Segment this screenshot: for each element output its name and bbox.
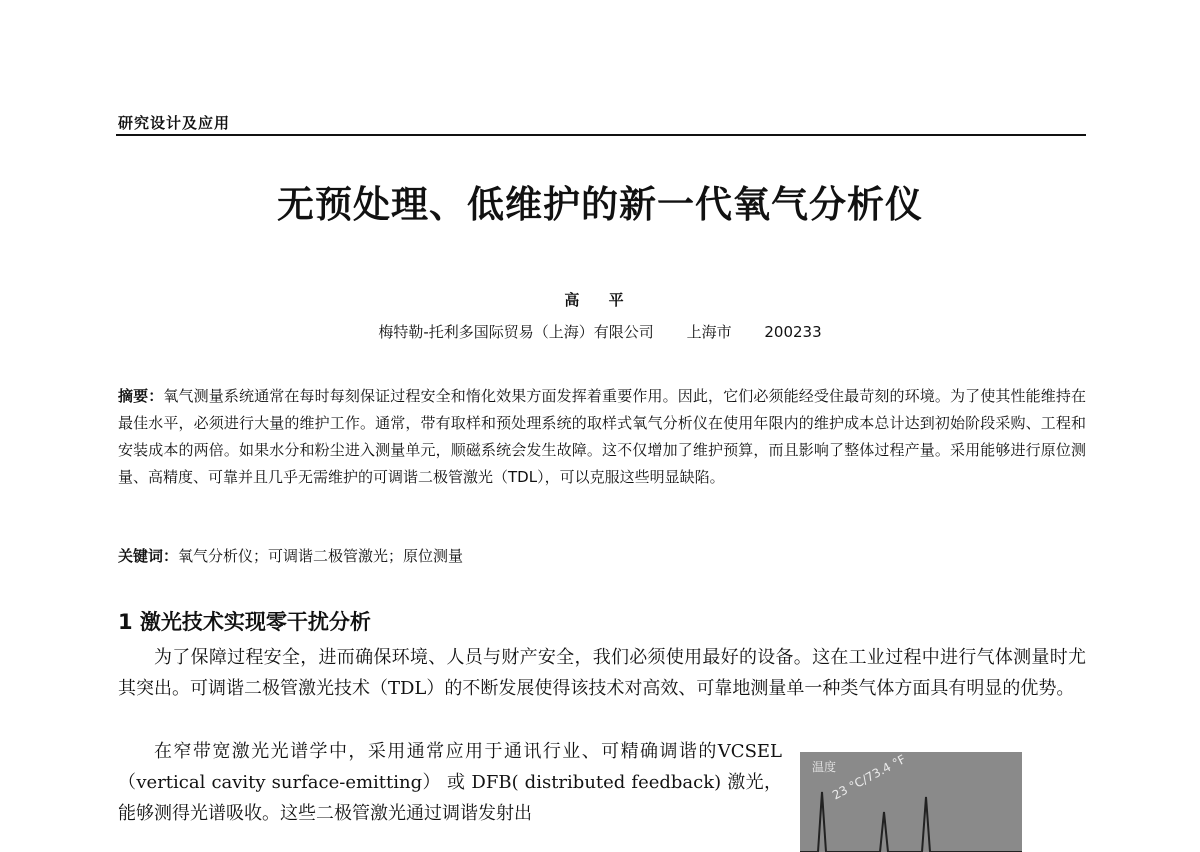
abstract-text: 氧气测量系统通常在每时每刻保证过程安全和惰化效果方面发挥着重要作用。因此，它们必须能经受住最苛刻的环境。为了使其性能维持在最佳水平，必须进行大量的维护工作。通常，带有取样和预处理系统的取样式氧气分析仪在使用年限内的维护成本总计达到初始阶段采购、工程和安装成本的两倍。如果水分和粉尘进入测量单元，顺磁系统会发生故障。这不仅增加了维护预算，而且影响了整体过程产量。采用能够进行原位测量、高精度、可靠并且几乎无需维护的可调谐二极管激光（TDL），可以克服这些明显缺陷。 <box>118 387 1086 486</box>
header-rule <box>116 134 1086 136</box>
body-paragraph-1: 为了保障过程安全，进而确保环境、人员与财产安全，我们必须使用最好的设备。这在工业过程中进行气体测量时尤其突出。可调谐二极管激光技术（TDL）的不断发展使得该技术对高效、可靠地测量单一种类气体方面具有明显的优势。 <box>118 647 1086 699</box>
body-paragraph-2: 在窄带宽激光光谱学中，采用通常应用于通讯行业、可精确调谐的VCSEL（vertical cavity surface-emitting） 或 DFB( distributed feedback) 激光，能够测得光谱吸收。这些二极管激光通过调谐发射出 <box>118 741 782 824</box>
affiliation-company: 梅特勒-托利多国际贸易（上海）有限公司 <box>378 323 654 341</box>
spectrum-figure <box>800 752 1022 852</box>
affiliation-city: 上海市 <box>686 323 732 341</box>
abstract <box>118 383 1086 491</box>
author-name: 高 平 <box>564 291 636 309</box>
figure-label: 温度 <box>812 760 837 774</box>
section-heading: 1 激光技术实现零干扰分析 <box>118 610 371 634</box>
abstract-label: 摘要： <box>118 387 164 405</box>
spectrum-trace <box>800 792 1022 852</box>
keywords <box>118 545 1086 566</box>
keywords-label: 关键词： <box>118 547 179 565</box>
keywords-text: 氧气分析仪；可调谐二极管激光；原位测量 <box>178 547 464 565</box>
journal-section-label: 研究设计及应用 <box>118 114 231 132</box>
figure-temperature: 23 °C/73.4 °F <box>830 752 909 803</box>
affiliation <box>0 321 1200 342</box>
article-title: 无预处理、低维护的新一代氧气分析仪 <box>277 182 923 226</box>
affiliation-postcode: 200233 <box>764 323 822 341</box>
